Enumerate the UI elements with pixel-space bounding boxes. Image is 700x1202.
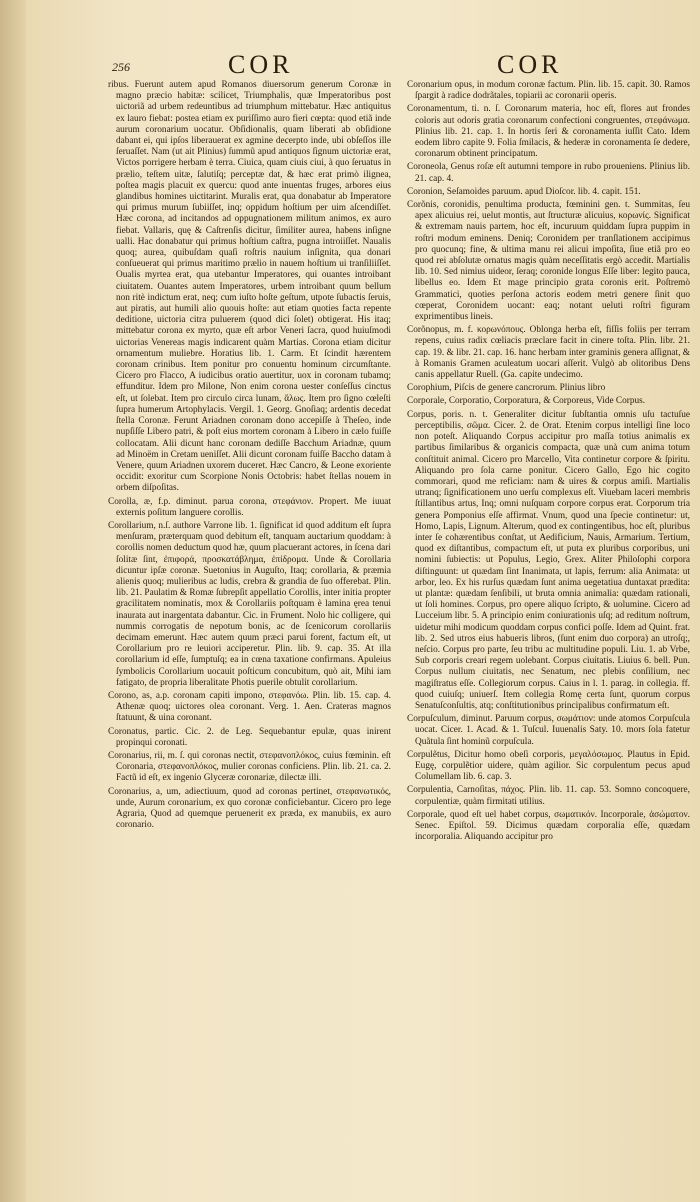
dictionary-entry: ribus. Fuerunt autem apud Romanos diuersorum generum Coronæ in magno præcio habitæ: scilicet, Triumphalis, quæ Imperatoribus post uictoriã ad urbem redeuntibus ad triumphum mittebatur. Hæc antiquitus ex lauro fiebat: postea etiam ex puriſſimo auro fieri cœpta: quod etiã inde aurum coronarium uocatur. Obſidionalis, quam liberati ab obſidione dabant ei, qui ipſos liberauerat ex agmine decerpto inde, ubi obſeſſos ille ſeruaſſet. Nam (ut ait Plinius) ſummũ apud antiquos ſignum uictoriæ erat, Victos porrigere herbam è terra. Ciuica, quam ciuis ciui, à quo ſeruatus in prælio, teſtem uitæ, ſalutiſq; perceptæ dat, & hæc erat primò ilignea, poſtea magis placuit ex quercu: quod ante inuentas fruges, arbores eius glandibus homines uictitarint. Muralis erat, qua donabatur ab Imperatore qui primus murum ſubiiſſet, inq; oppidum hoſtium per uim aſcendiſſet. Hæc corona, ad incitandos ad oppugnationem militum animos, ex auro fiebat. Vallaris, quę & Caſtrenſis dicitur, ſimiliter aurea, habens inſigne ualli. Hac donabatur qui primus hoſtium caſtra, pugna introiiſſet. Naualis quoq; aurea, quibuſdam quaſi roſtris nauium inſignita, qua donari conſueuerat qui primus maritimo prælio in nauem hoſtium ui tranſiliiſſet. Oualis myrtea erat, qua utebantur Imperatores, qui ouantes introibant ciuitatem. Ouantes autem Imperatores, urbem introibant quum bellum non ritè indictum erat, neq; cum iuſto hoſte geſtum, utpote ſubactis ſeruis, aut piratis, aut humili alio quouis hoſte: aut etiam quoties facta repente deditione, uictoria citra puluerem (quod dici ſolet) obtigerat. His itaq; mittebatur corona ex myrto, quæ eſt arbor Veneri ſacra, quod huiuſmodi uictorias Venereas magis indicarent quàm Martias. Corona etiam dicitur ornamentum muliebre. Horatius lib. 1. Carm. Et ſcindit hærentem coronam crinibus. Item ponitur pro conuentu hominum circumſtante. Cicero pro Flacco, A iudicibus oratio auertitur, uox in coronam tubamq; effunditur. Idem pro Milone, Non enim corona uester conſeſſus cinctus eſt, ut ſolebat. Item pro circulo circa lunam, ἅλως. Item pro ſigno cœleſti ſupra humerum Artophylacis. Vergil. 1. Georg. Gnoſiaq; ardentis decedat ſtella Coronæ. Ferunt Ariadnen coronam dono accepiſſe à Theſeo, inde nupſiſſe Libero patri, & poſt eius mortem coronam à Libero in cælo fuiſſe collocatam. Alii dicunt hanc coronam dediſſe Bacchum Ariadnæ, quum ad Minoëm in Cretam ueniſſet. Alii dicunt coronam fuiſſe Baccho datam à Venere, quum Ariadnen uxorem duceret. Hæc Cancro, & Leone exoriente occidit: exoritur cum Scorpione Nonis Octobris: habet ſtellas nouem in orbem diſpoſitas. — [108, 80, 391, 494]
dictionary-entry: Corpulẽtus, Dicitur homo obeſi corporis, μεγαλόσωμος. Plautus in Epid. Eugę, corpulẽtior uidere, quàm agilior. Sic corpulentum pecus apud Columellam lib. 6. cap. 3. — [407, 749, 690, 783]
running-head-left: COR — [228, 50, 294, 79]
page-number: 256 — [112, 60, 130, 74]
dictionary-entry: Coronarium opus, in modum coronæ factum. Plin. lib. 15. capit. 30. Ramos ſpargit à radice dodrãtales, topiarii ac coronarii operis. — [407, 80, 690, 102]
book-gutter — [0, 0, 26, 1202]
dictionary-entry: Corollarium, n.ſ. authore Varrone lib. 1. ſignificat id quod additum eſt ſupra menſuram, præterquam quod debitum eſt, tanquam auctarium quoddam: à corollis nomen deductum quod hæ, quum placuerant actores, in ſcena dari ſolitæ ſint, ἐπιφορά, προσκατάβλημα, ἐπίδρομα. Unde & Corollaria dicuntur ipſæ coronæ. Suetonius in Auguſto, Itaq; corollaria, & præmia alienis quoq; mulieribus ac ludis, crebra & grandia de ſuo offerebat. Plin. lib. 21. Paulatim & Romæ ſubrepſit appellatio Corollis, inter initia propter gracilitatem nominatis, mox & Corollariis poſtquam è lamina ęrea tenui inaurata aut inargentata dabantur. Cic. in Frument. Nolo hic colligere, qui nummis corrogatis de nepotum bonis, ac de ſcenicorum corollariis decimam emerunt. Hæc autem quum præci parui forent, factum eſt, ut Corollarium pro re leuiori acciperetur. Plin. lib. 9. cap. 35. At illa corollarium id eſſe, ſumptuſq; ea in cœna taxatione confirmans. Apuleius ſymbolicis Corollarium uocauit poſticum concubitum, quò ait, Mihi iam fatigato, de propria liberalitate Photis puerile obtulit corollarium. — [108, 520, 391, 688]
dictionary-entry: Coronarius, rii, m. ſ. qui coronas nectit, στεφανοπλόκος, cuius fœminin. eſt Coronaria, στεφανοπλόκος, mulier coronas conficiens. Plin. lib. 21. ca. 2. Factũ id eſt, ex ingenio Glyceræ coronariæ, dilectæ illi. — [108, 750, 391, 784]
dictionary-entry: Coroneola, Genus roſæ eſt autumni tempore in rubo proueniens. Plinius lib. 21. cap. 4. — [407, 162, 690, 184]
dictionary-entry: Coronamentum, ti. n. ſ. Coronarum materia, hoc eſt, flores aut frondes coloris aut odoris gratia coronarum confectioni congruentes, στεφάνωμα. Plinius lib. 21. cap. 1. In hortis ſeri & coronamenta iuſſit Cato. Idem eodem libro capite 9. Folia ſmilacis, & hederæ in coronamenta ſe dedere, coronarum obtinent principatum. — [407, 104, 690, 160]
dictionary-entry: Corono, as, a.p. coronam capiti impono, στεφανόω. Plin. lib. 15. cap. 4. Athenæ quoq; uictores olea coronant. Verg. 1. Aen. Crateras magnos ſtatuunt, & uina coronant. — [108, 690, 391, 724]
dictionary-entry: Corporale, Corporatio, Corporatura, & Corporeus, Vide Corpus. — [407, 396, 646, 407]
dictionary-entry: Corpuſculum, diminut. Paruum corpus, σωμάτιον: unde atomos Corpuſcula uocat. Cicer. 1. Acad. & 1. Tuſcul. Iuuenalis Saty. 10. mors ſola fatetur Quãtula ſint hominũ corpuſcula. — [407, 714, 690, 747]
dictionary-entry: Corpus, poris. n. t. Generaliter dicitur ſubſtantia omnis uſu tactuſue perceptibilis, σῶμα. Cicer. 2. de Orat. Etenim corpus intelligi ſine loco non poteſt. Aliquando Corpus accipitur pro maſſa totius animalis ex partibus ſimilaribus & organicis compacta, quæ unà cum anima totum conſtituit animal. Cicero pro Marcello, Vita continetur corpore & ſpiritu. Aliquando pro ſola carne ponitur. Cicero Gallo, Ego hic cogito commorari, quod me reficiam: nam & uires & corpus amiſi. Martialis utranq; ſignificationem uno uerſu complexus eſt. Viuebam laceri membris ſtillantibus artus, Inq; omni nuſquam corpore corpus erat. Corporum tria genera Pomponius eſſe affirmat. Vnum, quod una ſpecie continetur: ut, Homo, Lapis, Lignum. Alterum, quod ex contingentibus, hoc eſt, pluribus inter ſe cohærentibus conſtat, ut Aedificium, Nauis, Armarium. Tertium, quod ex diſtantibus, compactum eſt, ut puta ex pluribus corporibus, uni nomini ſubiectis: ut Populus, Legio, Grex. Aliter Philoſophi corpora diſtinguunt: ut quædam ſint Inanimata, ut lapis, ferrum: alia Animata: ut arbor, leo. Ex his rurſus quædam ſunt anima uegetatiua duntaxat prædita: ut plantæ: quædam ſenſibili, ut bruta omnia animalia: quædam rationali, ut ſoli homines. Corpus, pro opere aliquo ſcripto, & uolumine. Cicero ad Lucceium libr. 5. A principio enim coniurationis uſq; ad reditum noſtrum, uidetur mihi modicum quoddam corpus confici poſſe. Idem ad Quint. frat. lib. 2. Sed utros eius habueris libros, (ſunt enim duo corpora) an utroſq;, neſcio. Corpus pro parte, ſeu tribu ac multitudine populi. Liu. 1. ab Vrbe, Sub corporis creari regem uolebant. Corpus ciuitatis. Liuius 6. bell. Pun. Corpus nullum ciuitatis, nec Senatum, nec plebis conſilium, nec magiſtratus eſſe. Collegiorum corpus. Caius in l. 1. parag. in collegia. ff. quod cuiuſq; uniuerſ. Item collegia Romę certa ſunt, quorum corpus Senatuſconſultis, atq; conſtitutionibus principalibus confirmatum eſt. — [407, 409, 690, 711]
dictionary-entry: Coronion, Seſamoides paruum. apud Dioſcor. lib. 4. capit. 151. — [407, 186, 641, 197]
dictionary-entry: Corophium, Piſcis de genere cancrorum. Plinius libro — [407, 383, 606, 394]
dictionary-entry: Corporale, quod eſt uel habet corpus, σωματικόν. Incorporale, ἀσώματον. Senec. Epiſtol. 59. Dicimus quædam corporalia eſſe, quædam incorporalia. Aliquando accipitur pro — [407, 809, 690, 843]
dictionary-entry: Corolla, æ, f.p. diminut. parua corona, στεφάνιον. Propert. Me iuuat externis poſitum languere corollis. — [108, 496, 391, 518]
text-columns — [108, 80, 690, 1194]
dictionary-entry: Coronarius, a, um, adiectiuum, quod ad coronas pertinet, στεφανωτικός, unde, Aurum coronarium, ex quo coronæ conficiebantur. Cicero pro lege Agraria, Quod ad quemque peruenerit ex præda, ex manubiis, ex auro coronario. — [108, 786, 391, 831]
dictionary-entry: Corõnis, coronidis, penultima producta, fœminini gen. t. Summitas, ſeu apex alicuius rei, uelut montis, aut ſtructuræ alicuius, κορωνίς. Significat & extremam nauis partem, hoc eſt, incuruum quiddam ſupra puppim in roſtri modum eminens. Deniq; Coronidem per tranſlationem accipimus pro quocunq; fine, & ultima manu rei alicui impoſita, ſiue etiã pro eo quod rei abſolutæ ornatus magis quàm neceſſitatis ergò accedit. Martialis lib. 10. Sed nimius uideor, ſeraq; coronide longus Eſſe liber: legito pauca, libellus eo. Idem Et mage principio grata coronis erit. Poſtremò Grammatici, quoties perſona actoris eodem metri genere ſinit quo cœperat, Coronidem uocant: eaq; notant ueluti roſtri figuram exprimentibus lineis. — [407, 200, 690, 323]
dictionary-entry: Corõnopus, m. f. κορωνόπους. Oblonga herba eſt, fiſſis foliis per terram repens, cuius radix cœliacis præclare facit in cinere toſta. Plin. libr. 21. cap. 19. & libr. 21. cap. 16. hanc herbam inter graminis genera aſſignat, & à Romanis Gramen aculeatum uocari aſſerit. Vulgò ab olitoribus Dens canis appellatur Ruell. (Ga. capite undecimo. — [407, 325, 690, 381]
running-head-right: COR — [497, 50, 563, 79]
right-column — [407, 80, 690, 1194]
dictionary-entry: Coronatus, partic. Cic. 2. de Leg. Sequebantur epulæ, quas inirent propinqui coronati. — [108, 726, 391, 748]
left-column — [108, 80, 391, 1194]
dictionary-entry: Corpulentia, Carnoſitas, πάχος. Plin. lib. 11. cap. 53. Somno concoquere, corpulentiæ, quàm firmitati utilius. — [407, 785, 690, 807]
